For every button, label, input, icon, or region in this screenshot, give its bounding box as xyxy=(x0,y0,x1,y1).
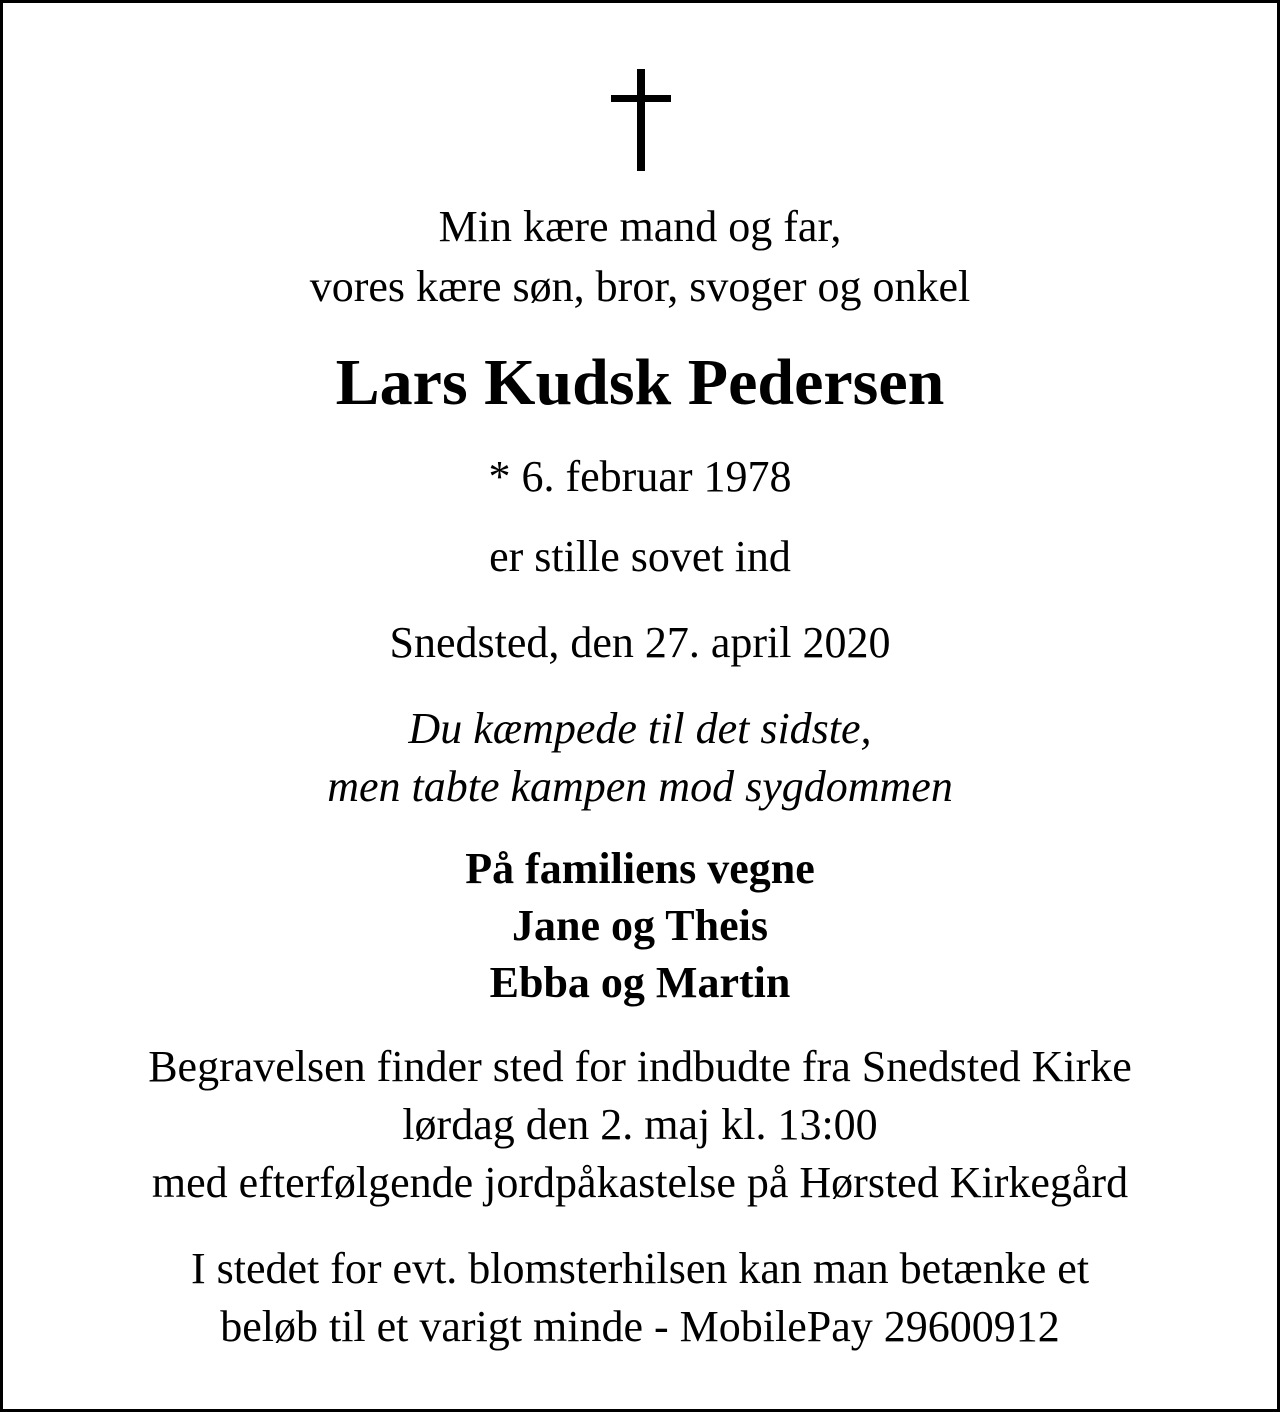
deceased-name: Lars Kudsk Pedersen xyxy=(335,346,945,419)
birth-date: * 6. februar 1978 xyxy=(488,452,792,501)
family-line-3: Ebba og Martin xyxy=(489,958,791,1007)
funeral-line-1: Begravelsen finder sted for indbudte fra Snedsted Kirke xyxy=(148,1042,1132,1091)
intro-line-2: vores kære søn, bror, svoger og onkel xyxy=(309,262,971,311)
family-line-1: På familiens vegne xyxy=(465,844,815,893)
funeral-line-3: med efterfølgende jordpåkastelse på Hørsted Kirkegård xyxy=(151,1158,1129,1207)
donation-line-2: beløb til et varigt minde - MobilePay 29600912 xyxy=(220,1302,1060,1351)
quote-line-1: Du kæmpede til det sidste, xyxy=(408,704,872,753)
quote-line-2: men tabte kampen mod sygdommen xyxy=(327,762,953,811)
intro-line-1: Min kære mand og far, xyxy=(438,202,842,251)
cross-icon xyxy=(611,69,671,171)
donation-line-1: I stedet for evt. blomsterhilsen kan man betænke et xyxy=(190,1244,1090,1293)
funeral-line-2: lørdag den 2. maj kl. 13:00 xyxy=(402,1100,878,1149)
family-line-2: Jane og Theis xyxy=(512,901,768,950)
passed-text: er stille sovet ind xyxy=(489,532,791,581)
place-and-date: Snedsted, den 27. april 2020 xyxy=(389,618,891,667)
